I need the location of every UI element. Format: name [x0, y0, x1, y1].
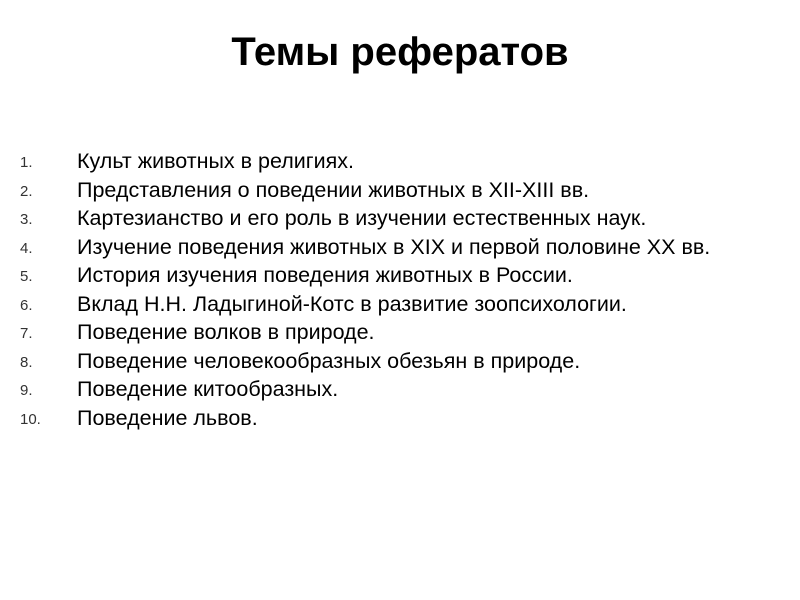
topic-list [20, 147, 780, 432]
list-item-number: 2. [20, 182, 33, 200]
list-item [20, 233, 780, 262]
list-item-text: Культ животных в религиях. [77, 149, 355, 173]
list-item [20, 318, 780, 347]
list-item-number: 7. [20, 325, 33, 342]
list-item-number: 10. [20, 410, 41, 428]
list-item-number: 9. [20, 382, 33, 399]
list-item-text: Представления о поведении животных в XII-XIII вв. [77, 177, 590, 202]
list-item-number: 8. [20, 353, 33, 371]
list-item [20, 375, 780, 404]
list-item [20, 347, 780, 376]
list-item-number: 6. [20, 296, 33, 314]
list-item-text: Вклад Н.Н. Ладыгиной-Котс в развитие зоопсихологии. [77, 291, 627, 316]
list-item [20, 204, 780, 233]
list-item-number: 1. [20, 154, 33, 171]
list-item-text: Картезианство и его роль в изучении естественных наук. [77, 206, 647, 230]
list-item [20, 290, 780, 319]
list-item-text: Изучение поведения животных в XIX и первой половине XX вв. [77, 234, 711, 259]
list-item [20, 261, 780, 290]
list-item-text: История изучения поведения животных в России. [77, 263, 573, 287]
list-item-number: 4. [20, 239, 33, 257]
list-item [20, 404, 780, 433]
list-item-text: Поведение китообразных. [77, 377, 339, 401]
list-item-text: Поведение волков в природе. [77, 320, 375, 344]
list-item-number: 5. [20, 268, 33, 285]
list-item [20, 147, 780, 176]
list-item [20, 176, 780, 205]
list-item-text: Поведение львов. [77, 405, 258, 430]
list-item-text: Поведение человекообразных обезьян в природе. [77, 348, 581, 373]
slide-title: Темы рефератов [231, 30, 569, 74]
list-item-number: 3. [20, 211, 33, 228]
